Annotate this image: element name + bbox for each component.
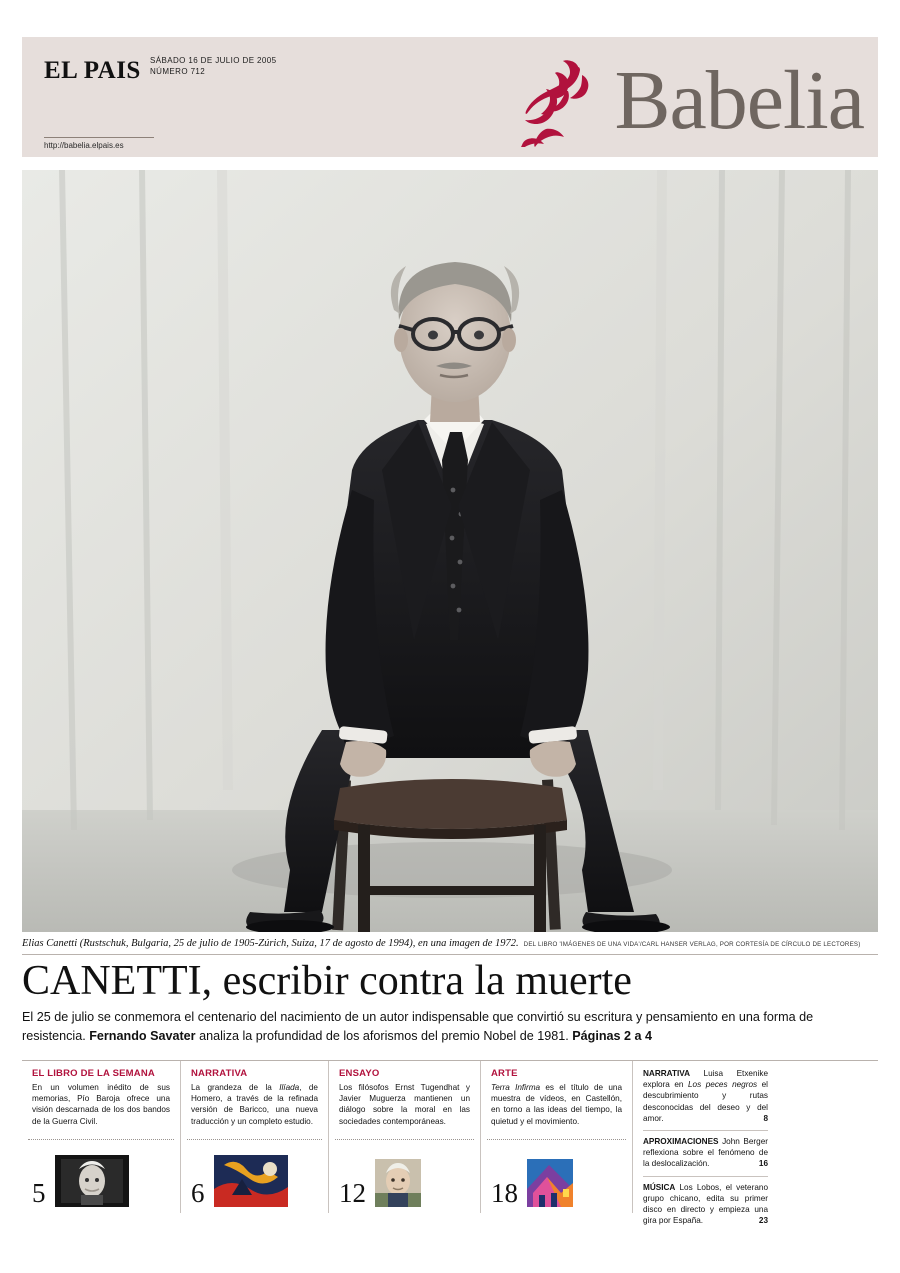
standfirst-author: Fernando Savater xyxy=(89,1029,196,1043)
teaser-text xyxy=(191,1082,318,1127)
side-item-text-italic: Los peces negros xyxy=(688,1080,758,1090)
issue-info xyxy=(150,55,276,77)
side-item-text-post: el descubrimiento y rutas desconocidas del deseo y del amor. xyxy=(643,1080,768,1123)
website-url[interactable]: http://babelia.elpais.es xyxy=(44,141,124,150)
pio-baroja-thumbnail xyxy=(55,1155,129,1207)
teaser-text xyxy=(491,1082,622,1127)
teaser-divider xyxy=(187,1139,322,1140)
teaser-footer xyxy=(32,1155,170,1207)
teaser-narrativa-iliada[interactable] xyxy=(180,1061,328,1213)
list-item[interactable] xyxy=(643,1136,768,1170)
teaser-ensayo[interactable] xyxy=(328,1061,480,1213)
teaser-footer xyxy=(339,1159,470,1207)
teaser-strip xyxy=(22,1060,878,1226)
paper-logo: EL PAIS xyxy=(44,57,141,84)
teaser-page-number: 12 xyxy=(339,1178,366,1208)
list-item[interactable] xyxy=(643,1068,768,1124)
caption-divider xyxy=(22,954,878,955)
teaser-kicker: ARTE xyxy=(491,1068,518,1079)
teaser-page-number: 5 xyxy=(32,1178,46,1208)
side-item-label: APROXIMACIONES xyxy=(643,1137,719,1147)
teaser-footer xyxy=(491,1159,622,1207)
standfirst-part2: analiza la profundidad de los aforismos del premio Nobel de 1981. xyxy=(195,1029,573,1043)
issue-number: NÚMERO 712 xyxy=(150,67,206,76)
standfirst-part1: El 25 de julio se conmemora el centenario del nacimiento de un autor indispensable que convirtió su escritura y pensamiento en una forma de resistencia. xyxy=(22,1010,814,1043)
teaser-footer xyxy=(191,1155,318,1207)
caption-credit: DEL LIBRO 'IMÁGENES DE UNA VIDA'/CARL HANSER VERLAG, POR CORTESÍA DE CÍRCULO DE LECTORES) xyxy=(523,941,861,948)
teaser-kicker: EL LIBRO DE LA SEMANA xyxy=(32,1068,155,1079)
teaser-divider xyxy=(487,1139,626,1140)
teaser-libro-de-la-semana[interactable] xyxy=(22,1061,180,1213)
teaser-text: Los filósofos Ernst Tugendhat y Javier Muguerza mantienen un diálogo sobre la moral en las sociedades contemporáneas. xyxy=(339,1083,470,1126)
teaser-text: En un volumen inédito de sus memorias, Pío Baroja ofrece una visión descarnada de los dos bandos de la Guerra Civil. xyxy=(32,1083,170,1126)
tugendhat-thumbnail xyxy=(375,1159,421,1207)
iliada-thumbnail xyxy=(214,1155,288,1207)
teaser-divider xyxy=(335,1139,474,1140)
side-item-divider xyxy=(643,1176,768,1177)
babelia-flourish-icon xyxy=(516,55,612,147)
teaser-page-number: 18 xyxy=(491,1178,518,1208)
side-item-label: NARRATIVA xyxy=(643,1069,690,1078)
list-item[interactable] xyxy=(643,1182,768,1227)
teaser-text-pre: La grandeza de la xyxy=(191,1083,280,1092)
side-item-text-pre: Luisa Etxenike explora en xyxy=(643,1069,768,1090)
teaser-text-post: , de Homero, a través de la refinada versión de Baricco, una nueva traducción y un completo estudio. xyxy=(191,1083,318,1126)
caption-text: Elias Canetti (Rustschuk, Bulgaria, 25 de julio de 1905-Zúrich, Suiza, 17 de agosto de 1994), en una imagen de 1972. xyxy=(22,938,519,949)
supplement-masthead xyxy=(516,45,864,157)
teaser-kicker: ENSAYO xyxy=(339,1068,380,1079)
standfirst-pages: Páginas 2 a 4 xyxy=(572,1029,653,1043)
teaser-divider xyxy=(28,1139,174,1140)
side-item-page: 23 xyxy=(758,1216,768,1226)
side-item-text-pre: Los Lobos, el veterano grupo chicano, edita su primer disco en directo y empieza una gira por España. xyxy=(643,1182,768,1226)
side-item-text-pre: John Berger reflexiona sobre el fenómeno de la deslocalización. xyxy=(643,1137,768,1169)
side-items-list xyxy=(643,1068,768,1226)
masthead xyxy=(22,37,878,157)
photo-caption xyxy=(22,938,878,949)
teaser-side-list xyxy=(632,1061,778,1226)
teaser-text-italic: Ilíada xyxy=(279,1083,300,1092)
side-item-label: MÚSICA xyxy=(643,1182,676,1192)
issue-date: SÁBADO 16 DE JULIO DE 2005 xyxy=(150,56,277,65)
side-item-page: 8 xyxy=(763,1113,768,1123)
side-item-divider xyxy=(643,1130,768,1131)
main-photo xyxy=(22,170,878,932)
teaser-text-italic: Terra Infirma xyxy=(491,1083,541,1092)
teaser-page-number: 6 xyxy=(191,1178,205,1208)
teaser-kicker: NARRATIVA xyxy=(191,1068,248,1079)
terra-infirma-thumbnail xyxy=(527,1159,573,1207)
teaser-arte[interactable] xyxy=(480,1061,632,1213)
side-item-page: 16 xyxy=(758,1159,768,1169)
page-title: CANETTI, escribir contra la muerte xyxy=(22,958,632,1004)
teaser-text-post: es el título de una muestra de vídeos, en Castellón, en torno a las ideas del tiempo, la quietud y el movimiento. xyxy=(491,1083,622,1126)
standfirst xyxy=(22,1008,878,1046)
supplement-title: Babelia xyxy=(614,54,864,147)
masthead-divider xyxy=(44,137,154,138)
